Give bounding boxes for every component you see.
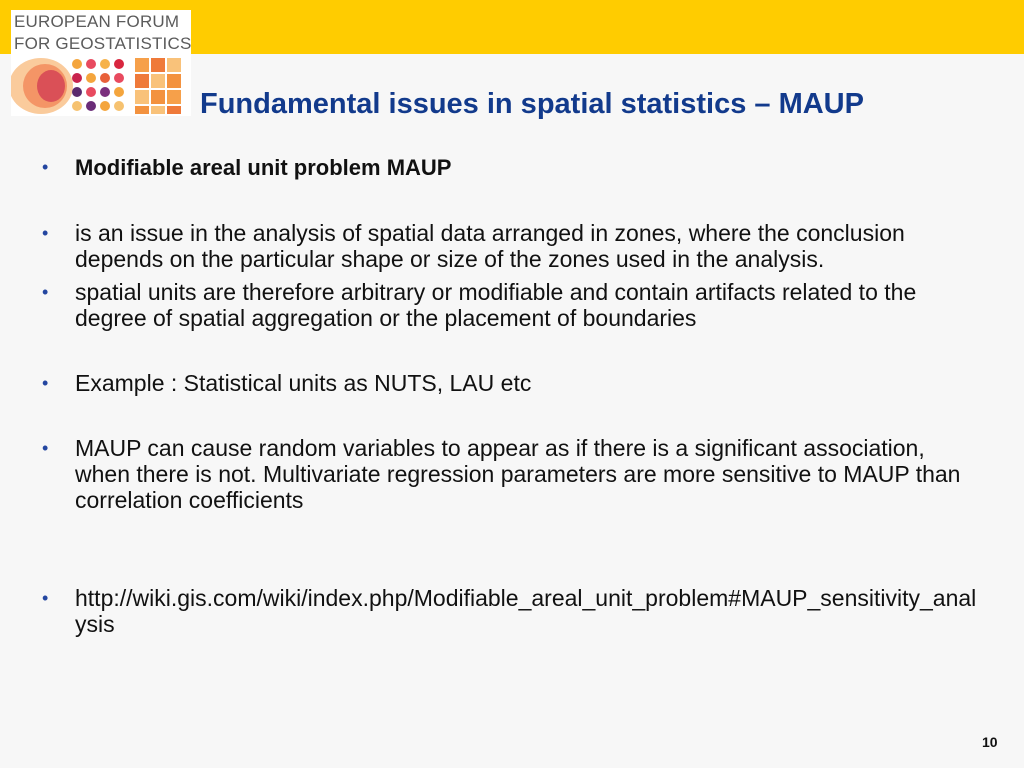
forum-logo [11, 10, 191, 116]
bullet-text: Example : Statistical units as NUTS, LAU etc [75, 370, 532, 396]
bullet-text: Modifiable areal unit problem MAUP [75, 155, 452, 180]
bullet-dot-icon: • [42, 157, 49, 177]
page-number: 10 [982, 734, 998, 750]
slide-title: Fundamental issues in spatial statistics – MAUP [200, 88, 864, 120]
bullet-item [40, 279, 980, 331]
logo-text [14, 11, 192, 55]
reference-link[interactable]: http://wiki.gis.com/wiki/index.php/Modifiable_areal_unit_problem#MAUP_sensitivity_analysis [75, 585, 977, 637]
bullet-dot-icon: • [42, 223, 49, 243]
logo-line-2: FOR GEOSTATISTICS [14, 34, 192, 53]
bullet-item [40, 220, 980, 272]
logo-line-1: EUROPEAN FORUM [14, 12, 180, 31]
bullet-item [40, 585, 980, 637]
bullet-text: spatial units are therefore arbitrary or modifiable and contain artifacts related to the degree of spatial aggregation or the placement of boundaries [75, 279, 917, 331]
logo-graphic-icon [11, 56, 191, 116]
bullet-dot-icon: • [42, 282, 49, 302]
bullet-list [40, 150, 980, 637]
bullet-text: MAUP can cause random variables to appear as if there is a significant association, when there is not. Multivariate regression parameters are more sensitive to MAUP than correlation coefficients [75, 435, 961, 513]
bullet-dot-icon: • [42, 373, 49, 393]
bullet-item [40, 154, 980, 181]
bullet-dot-icon: • [42, 438, 49, 458]
bullet-item [40, 435, 980, 513]
bullet-item [40, 370, 980, 396]
bullet-text: is an issue in the analysis of spatial data arranged in zones, where the conclusion depends on the particular shape or size of the zones used in the analysis. [75, 220, 905, 272]
bullet-dot-icon: • [42, 588, 49, 608]
